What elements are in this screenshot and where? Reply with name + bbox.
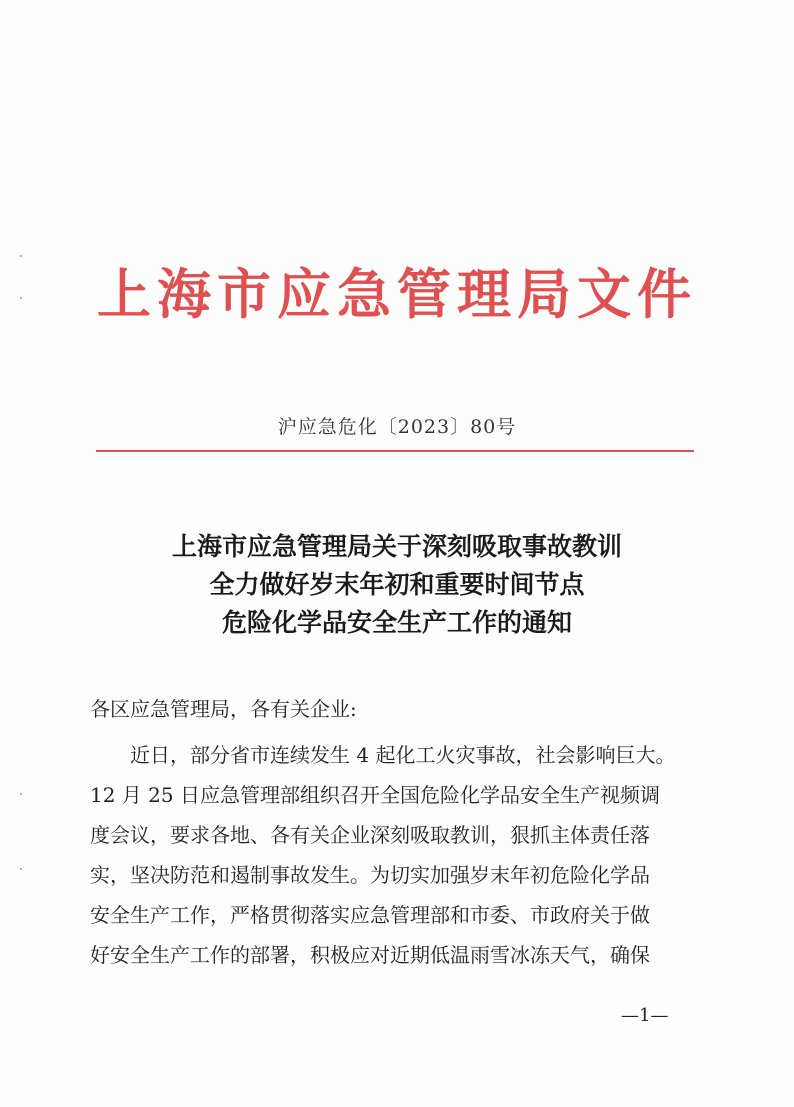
body-line-2: 12 月 25 日应急管理部组织召开全国危险化学品安全生产视频调 xyxy=(90,783,660,807)
page-number: —1— xyxy=(621,1005,669,1026)
body-line-5: 安全生产工作，严格贯彻落实应急管理部和市委、市政府关于做 xyxy=(90,903,650,927)
document-number: 沪应急危化〔2023〕80号 xyxy=(277,416,517,438)
title-line-3: 危险化学品安全生产工作的通知 xyxy=(221,608,572,637)
body-line-6: 好安全生产工作的部署，积极应对近期低温雨雪冰冻天气，确保 xyxy=(90,943,650,967)
document-title xyxy=(0,528,794,642)
scan-artifact xyxy=(20,868,22,870)
scan-artifact xyxy=(20,793,22,795)
body-line-1: 近日，部分省市连续发生 4 起化工火灾事故，社会影响巨大。 xyxy=(130,743,676,767)
title-line-1: 上海市应急管理局关于深刻吸取事故教训 xyxy=(171,532,622,561)
scan-artifact xyxy=(20,297,22,299)
red-separator-line xyxy=(96,450,694,452)
title-line-2: 全力做好岁末年初和重要时间节点 xyxy=(209,570,585,599)
issuer-title: 上海市应急管理局文件 xyxy=(97,262,697,326)
body-line-3: 度会议，要求各地、各有关企业深刻吸取教训，狠抓主体责任落 xyxy=(90,823,650,847)
scan-artifact xyxy=(20,255,22,257)
body-line-4: 实，坚决防范和遏制事故发生。为切实加强岁末年初危险化学品 xyxy=(90,863,650,887)
addressee: 各区应急管理局，各有关企业: xyxy=(90,697,357,721)
body-paragraph xyxy=(90,735,710,975)
